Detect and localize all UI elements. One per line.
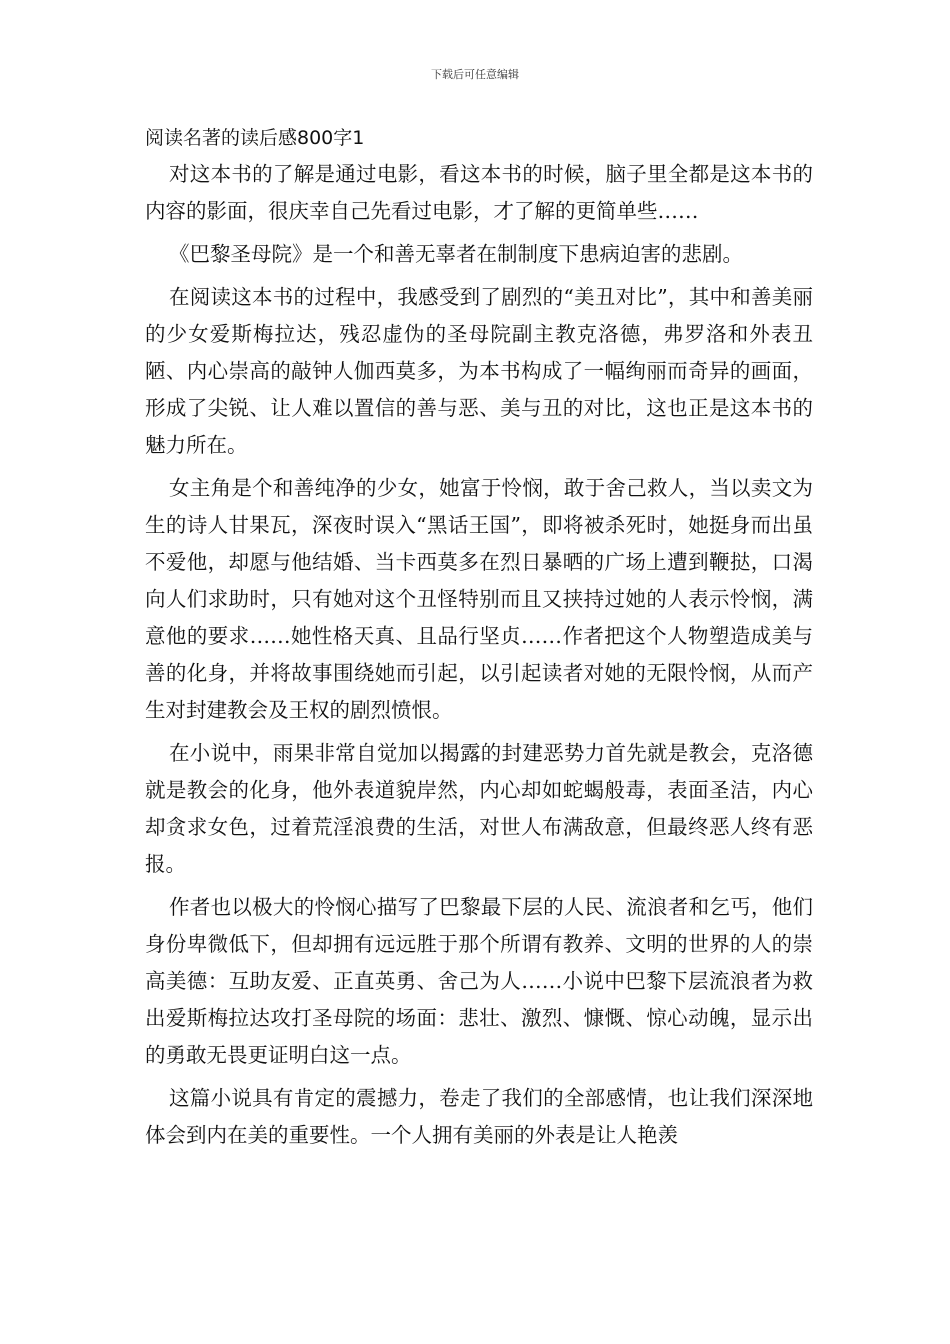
document-body bbox=[145, 156, 813, 1160]
paragraph: 这篇小说具有肯定的震撼力，卷走了我们的全部感情，也让我们深深地体会到内在美的重要性。一个人拥有美丽的外表是让人艳羡 bbox=[145, 1086, 813, 1147]
paragraph: 作者也以极大的怜悯心描写了巴黎最下层的人民、流浪者和乞丐，他们身份卑微低下，但却拥有远远胜于那个所谓有教养、文明的世界的人的崇高美德：互助友爱、正直英勇、舍己为人……小说中巴黎下层流浪者为救出爱斯梅拉达攻打圣母院的场面：悲壮、激烈、慷慨、惊心动魄，显示出的勇敢无畏更证明白这一点。 bbox=[145, 895, 813, 1067]
paragraph: 对这本书的了解是通过电影，看这本书的时候，脑子里全都是这本书的内容的影面，很庆幸自己先看过电影，才了解的更简单些…… bbox=[145, 162, 813, 223]
document-title: 阅读名著的读后感800字1 bbox=[145, 127, 365, 149]
paragraph: 在小说中，雨果非常自觉加以揭露的封建恶势力首先就是教会，克洛德就是教会的化身，他外表道貌岸然，内心却如蛇蝎般毒，表面圣洁，内心却贪求女色，过着荒淫浪费的生活，对世人布满敌意，但最终恶人终有恶报。 bbox=[145, 741, 813, 876]
paragraph: 《巴黎圣母院》是一个和善无辜者在制制度下患病迫害的悲剧。 bbox=[169, 242, 743, 266]
paragraph: 在阅读这本书的过程中，我感受到了剧烈的“美丑对比”，其中和善美丽的少女爱斯梅拉达，残忍虚伪的圣母院副主教克洛德，弗罗洛和外表丑陋、内心崇高的敲钟人伽西莫多，为本书构成了一幅绚丽而奇异的画面，形成了尖锐、让人难以置信的善与恶、美与丑的对比，这也正是这本书的魅力所在。 bbox=[145, 285, 813, 457]
paragraph: 女主角是个和善纯净的少女，她富于怜悯，敢于舍己救人，当以卖文为生的诗人甘果瓦，深夜时误入“黑话王国”，即将被杀死时，她挺身而出虽不爱他，却愿与他结婚、当卡西莫多在烈日暴晒的广场上遭到鞭挞，口渴向人们求助时，只有她对这个丑怪特别而且又挟持过她的人表示怜悯，满意他的要求……她性格天真、且品行坚贞……作者把这个人物塑造成美与善的化身，并将故事围绕她而引起，以引起读者对她的无限怜悯，从而产生对封建教会及王权的剧烈愤恨。 bbox=[145, 476, 813, 722]
page-header: 下载后可任意编辑 bbox=[431, 68, 519, 81]
